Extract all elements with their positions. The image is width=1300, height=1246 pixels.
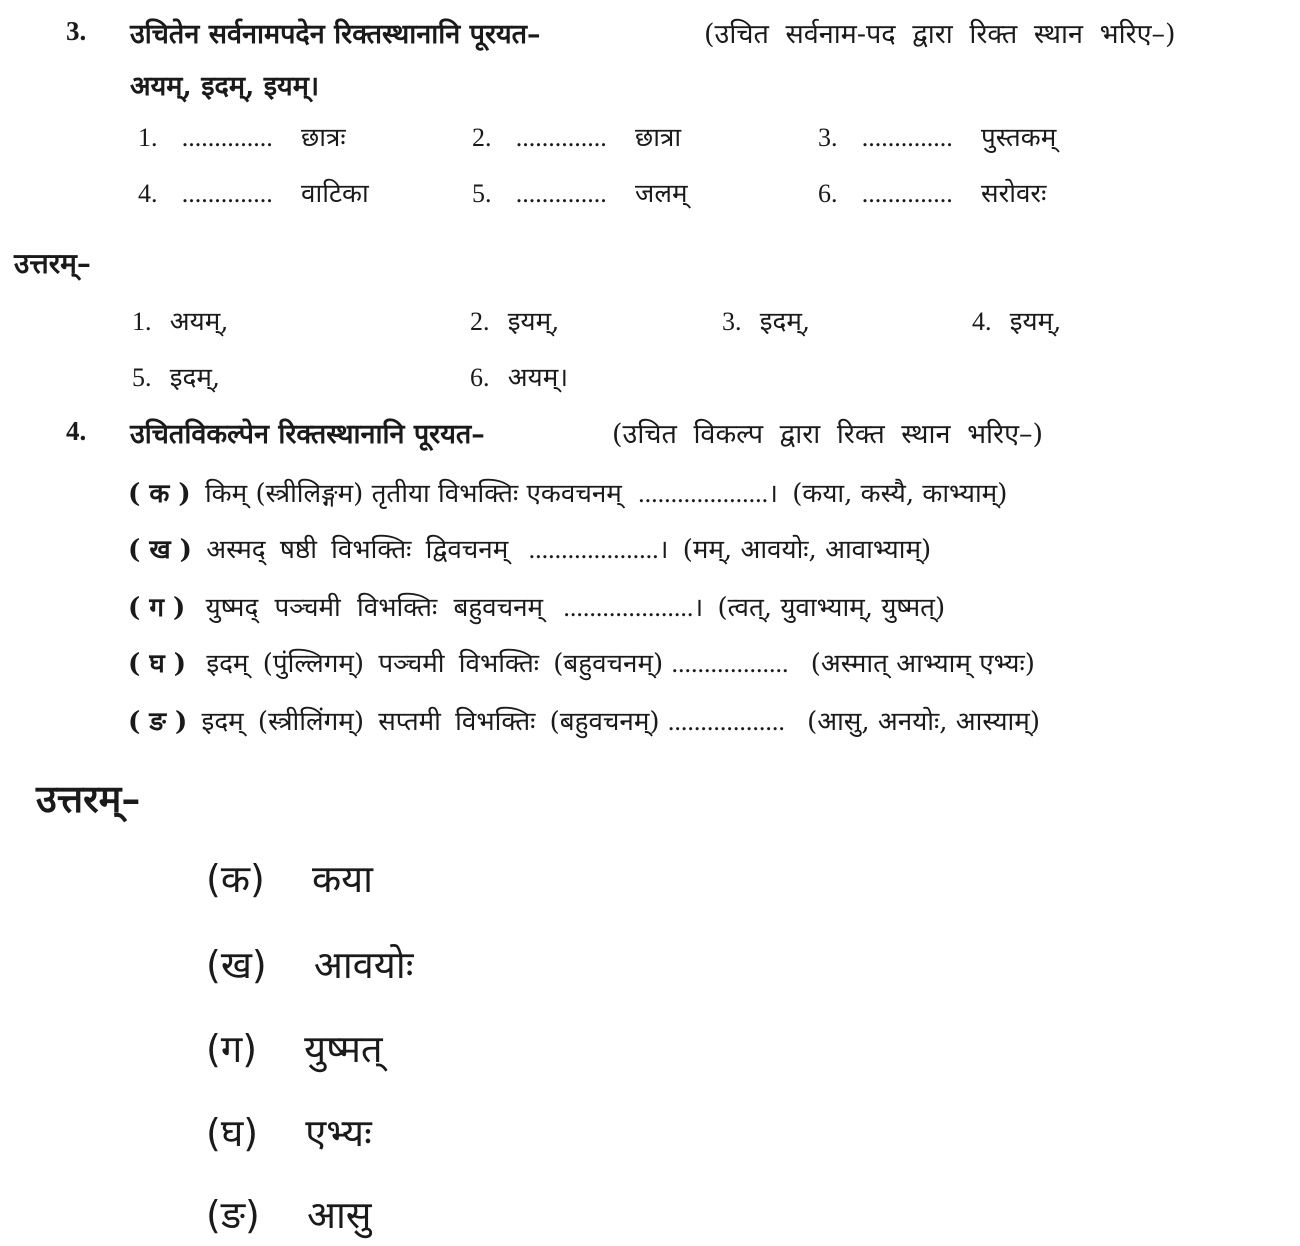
- answer-item: (ख) आवयोः: [206, 943, 414, 987]
- option-item: ( ग ) युष्मद् पञ्चमी विभक्तिः बहुवचनम् ....................। (त्वत्, युवाभ्याम्, युष्मत्): [128, 593, 946, 623]
- answer-item: 5. इदम्,: [132, 363, 221, 393]
- instruction-hindi: (उचित विकल्प द्वारा रिक्त स्थान भरिए–): [612, 419, 1044, 450]
- answer-item: (ग) युष्मत्: [206, 1027, 383, 1071]
- fill-item: 4. .............. वाटिका: [138, 179, 369, 209]
- option-item: ( ङ ) इदम् (स्त्रीलिंगम्) सप्तमी विभक्तिः (बहुवचनम्) .................. (आसु, अनयोः, आस्याम्): [128, 707, 1040, 737]
- fill-item: 6. .............. सरोवरः: [818, 179, 1047, 209]
- blank: ..............: [515, 123, 607, 152]
- instruction-sanskrit: उचितविकल्पेन रिक्तस्थानानि पूरयत–: [130, 419, 485, 450]
- question-number: 3.: [66, 16, 87, 46]
- answer-heading: उत्तरम्–: [36, 776, 141, 821]
- blank: ..................: [667, 707, 785, 736]
- answer-item: 2. इयम्,: [470, 307, 560, 337]
- answer-item: (ङ) आसु: [206, 1193, 372, 1237]
- option-item: ( ख ) अस्मद् षष्ठी विभक्तिः द्विवचनम् ....................। (मम्, आवयोः, आवाभ्याम्): [128, 535, 932, 565]
- option-item: ( घ ) इदम् (पुंल्लिगम्) पञ्चमी विभक्तिः (बहुवचनम्) .................. (अस्मात् आभ्याम् एभ्यः): [128, 649, 1035, 679]
- instruction-hindi: (उचित सर्वनाम-पद द्वारा रिक्त स्थान भरिए–): [704, 19, 1176, 50]
- answer-item: 3. इदम्,: [722, 307, 811, 337]
- blank: ..............: [861, 123, 953, 152]
- answer-heading: उत्तरम्–: [14, 247, 91, 280]
- word-bank: अयम्, इदम्, इयम्।: [130, 71, 320, 102]
- fill-item: 5. .............. जलम्: [472, 179, 688, 209]
- answer-item: 1. अयम्,: [132, 307, 229, 337]
- fill-item: 1. .............. छात्रः: [138, 123, 346, 153]
- blank: ..............: [861, 179, 953, 208]
- blank: ..................: [671, 649, 789, 678]
- blank: ..............: [515, 179, 607, 208]
- blank: ....................।: [638, 479, 778, 508]
- blank: ..............: [181, 179, 273, 208]
- blank: ....................।: [563, 593, 704, 622]
- fill-item: 2. .............. छात्रा: [472, 123, 682, 153]
- answer-item: (क) कया: [206, 857, 374, 901]
- question-number: 4.: [66, 416, 87, 446]
- option-item: ( क ) किम् (स्त्रीलिङ्गम) तृतीया विभक्तिः एकवचनम् ....................। (कया, कस्यै, काभ्याम्): [128, 479, 1008, 509]
- blank: ..............: [181, 123, 273, 152]
- answer-item: (घ) एभ्यः: [206, 1111, 372, 1155]
- answer-item: 4. इयम्,: [972, 307, 1062, 337]
- fill-item: 3. .............. पुस्तकम्: [818, 123, 1057, 153]
- instruction-sanskrit: उचितेन सर्वनामपदेन रिक्तस्थानानि पूरयत–: [130, 19, 541, 50]
- blank: ....................।: [528, 535, 669, 564]
- answer-item: 6. अयम्।: [470, 363, 569, 393]
